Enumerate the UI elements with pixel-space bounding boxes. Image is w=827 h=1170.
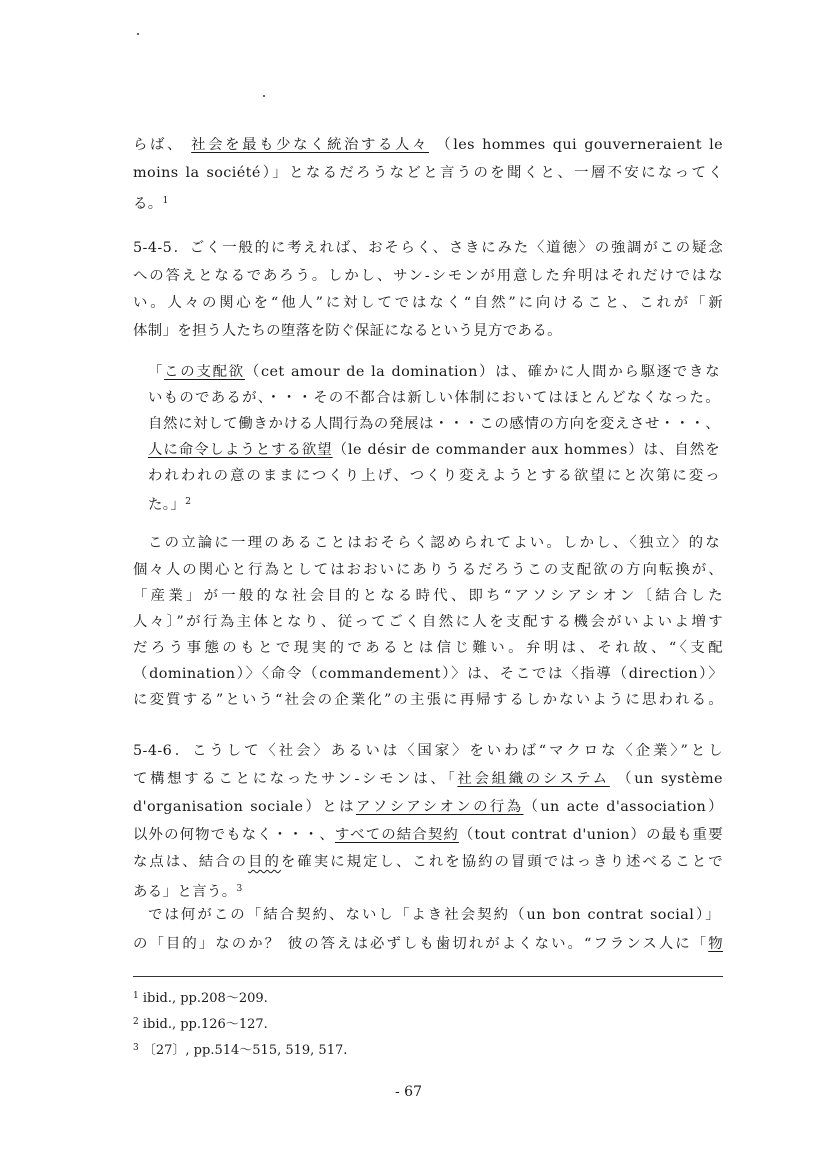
underlined-phrase: 社会組織のシステム: [457, 771, 610, 787]
footnote-mark: 2: [133, 1017, 139, 1027]
quote-line: われわれの意のままにつくり上げ、つくり変えようとする欲望にと次第に変っ: [148, 468, 720, 484]
footnote-rule: [133, 976, 723, 977]
text-line: 体制」を担う人たちの堕落を防ぐ保証になるという見方である。: [133, 323, 562, 339]
text-line: に変質する”という“社会の企業化”の主張に再帰するしかないように思われる。: [133, 692, 723, 708]
footnote: $^3$ 〔27〕, pp.514〜515, 519, 517.: [133, 1043, 348, 1058]
scan-speck: [263, 95, 265, 97]
text-line: い。人々の関心を“他人”に対してではなく“自然”に向けること、これが「新: [133, 295, 723, 311]
underlined-phrase: 物: [708, 936, 723, 952]
text-line: 5-4-5．ごく一般的に考えれば、おそらく、さきにみた〈道徳〉の強調がこの疑念: [133, 240, 723, 256]
underlined-phrase: 人に命令しようとする欲望: [148, 442, 333, 458]
quote-line: 「この支配欲（cet amour de la domination）は、確かに人間から駆逐できな: [148, 364, 720, 380]
scan-speck: [137, 33, 139, 35]
text-line: の「目的」なのか？ 彼の答えは必ずしも歯切れがよくない。“フランス人に「物: [133, 936, 723, 952]
text-line: （domination）〉〈命令（commandement）〉は、そこでは〈指導（direction）〉: [133, 666, 723, 682]
footnote: $^2$ ibid., pp.126〜127.: [133, 1017, 268, 1032]
quote-line: いものであるが、・・・その不都合は新しい体制においてはほとんどなくなった。: [148, 390, 720, 406]
underlined-phrase: 社会を最も少なく統治する人々: [191, 137, 430, 153]
text-line: d'organisation sociale）とはアソシアシオンの行為（un acte d'association）: [133, 799, 723, 815]
underlined-phrase: すべての結合契約: [334, 827, 459, 843]
footnote-mark: 1: [133, 991, 139, 1001]
text-line: では何がこの「結合契約、ないし「よき社会契約（un bon contrat social）」: [148, 907, 720, 923]
text-line: 「産業」が一般的な社会目的となる時代、即ち“アソシアシオン〔結合した: [133, 588, 723, 604]
text-line: moins la société）」となるだろうなどと言うのを聞くと、一層不安になってく: [133, 165, 723, 181]
text-line: 5-4-6．こうして〈社会〉あるいは〈国家〉をいわば“マクロな〈企業〉”とし: [133, 743, 723, 759]
text-line: 個々人の関心と行為としてはおおいにありうるだろうこの支配欲の方向転換が、: [133, 562, 723, 578]
text-line: て構想することになったサン-シモンは、「社会組織のシステム （un système: [133, 771, 723, 787]
text-line: への答えとなるであろう。しかし、サン-シモンが用意した弁明はそれだけではな: [133, 268, 723, 284]
footnote-ref: 2: [185, 497, 192, 507]
text-line: らば、 社会を最も少なく統治する人々 （les hommes qui gouverneraient le: [133, 137, 723, 153]
footnote-mark: 3: [133, 1043, 139, 1053]
text-line: な点は、結合の目的を確実に規定し、これを協約の冒頭ではっきり述べることで: [133, 854, 723, 870]
footnote-ref: 1: [162, 196, 169, 206]
text-line: 以外の何物でもなく・・・、すべての結合契約（tout contrat d'union）の最も重要: [133, 827, 723, 843]
underlined-phrase: アソシアシオンの行為: [355, 799, 524, 815]
quote-line: た。」$^2$: [148, 497, 192, 513]
underlined-phrase: この支配欲: [164, 364, 245, 380]
text-line: る。$^1$: [133, 196, 169, 212]
footnote-ref: 3: [236, 884, 243, 894]
text-line: だろう事態のもとで現実的であるとは信じ難い。弁明は、それ故、“〈支配: [133, 640, 723, 656]
underlined-phrase: 目的: [248, 854, 281, 870]
quote-line: 人に命令しようとする欲望（le désir de commander aux hommes）は、自然を: [148, 442, 720, 458]
text-line: ある」と言う。$^3$: [133, 884, 243, 900]
quote-line: 自然に対して働きかける人間行為の発展は・・・この感情の方向を変えさせ・・・、: [148, 416, 720, 432]
footnote: $^1$ ibid., pp.208〜209.: [133, 991, 268, 1006]
text-line: 人々〕”が行為主体となり、従ってごく自然に人を支配する機会がいよいよ増す: [133, 614, 723, 630]
page-number: - 67: [395, 1084, 422, 1100]
text-line: この立論に一理のあることはおそらく認められてよい。しかし、〈独立〉的な: [148, 535, 720, 551]
